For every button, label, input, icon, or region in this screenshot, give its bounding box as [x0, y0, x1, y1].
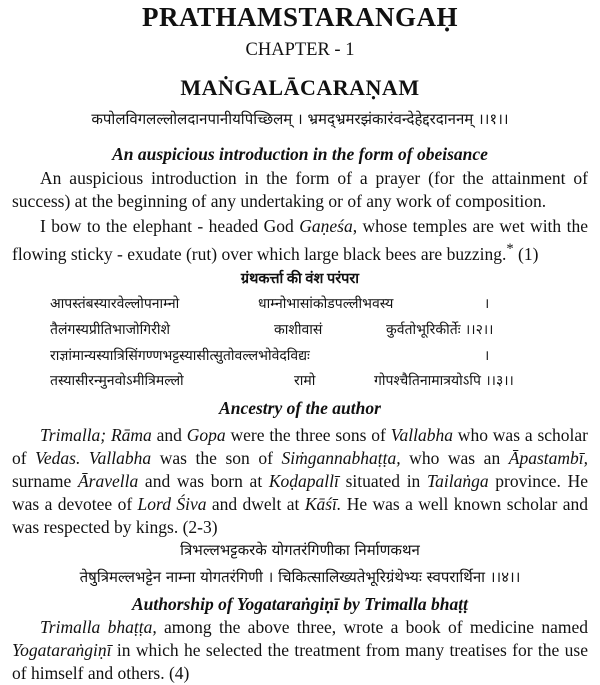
paragraph-text: I bow to the elephant - headed God Gaṇeśa, whose temples are wet with the flowing sticky - exudate (rut) over which large black bees are buzzing.* (1)	[12, 216, 588, 264]
paragraph-introduction	[12, 167, 588, 213]
paragraph-ancestry	[12, 424, 588, 539]
verse-row: आपस्तंबस्यारवेल्लोपनाम्नो धाम्नोभासांकोडपल्लीभवस्य ।	[50, 296, 490, 312]
chapter-label: CHAPTER - 1	[245, 40, 355, 60]
paragraph-text: Trimalla; Rāma and Gopa were the three sons of Vallabha who was a scholar of Vedas. Vallabha was the son of Siṁgannabhaṭṭa, who was an Āpastambī, surname Āravella and was born at Koḍapallī situated in Tailaṅga province. He was a devotee of Lord Śiva and dwelt at Kāśī. He was a well known scholar and was respected by kings. (2-3)	[12, 425, 589, 537]
paragraph-authorship	[12, 616, 588, 685]
verse-row: तस्यासीरन्मुनवोऽमीत्रिमल्लो रामो गोपश्चैतिनामात्रयोऽपि ।।३।।	[50, 373, 514, 389]
paragraph-text: An auspicious introduction in the form of a prayer (for the attainment of success) at the beginning of any undertaking or of any work of composition.	[12, 168, 588, 211]
invocation-verse: कपोलविगलल्लोलदानपानीयपिच्छिलम् । भ्रमद्भ्रमरझंकारंवन्देहेद्दरदाननम् ।।१।।	[91, 110, 509, 128]
hindi-heading-authorship: त्रिभल्लभट्टकरके योगतरंगिणीका निर्माणकथन	[180, 541, 420, 559]
deity-name: Gaṇeśa	[299, 216, 353, 236]
subheading-authorship: Authorship of Yogataraṅgiṇī by Trimalla bhaṭṭ	[132, 594, 468, 614]
hindi-heading-lineage: ग्रंथकर्त्ता की वंश परंपरा	[240, 271, 360, 287]
section-title: MAṄGALĀCARAṆAM	[180, 75, 420, 100]
verse-row: राज्ञांमान्यस्यात्रिसिंगण्णभट्टस्यासीत्सुतोवल्लभोवेदविद्यः ।	[50, 348, 490, 364]
authorship-verse: तेषुत्रिमल्लभट्टेन नाम्ना योगतरंगिणी । चिकित्सालिख्यतेभूरिग्रंथेभ्यः स्वपरार्थिना ।।४।।	[79, 568, 521, 586]
subheading-ancestry: Ancestry of the author	[219, 398, 381, 418]
paragraph-ganesa	[12, 215, 588, 266]
verse-row: तैलंगस्यप्रीतिभाजोगिरीशे काशीवासं कुर्वतोभूरिकीर्तेः ।।२।।	[50, 322, 494, 338]
page-title: PRATHAMSTARANGAḤ	[142, 2, 458, 32]
subheading-obeisance: An auspicious introduction in the form of obeisance	[112, 144, 488, 164]
footnote-marker: *	[506, 241, 514, 257]
paragraph-text: Trimalla bhaṭṭa, among the above three, wrote a book of medicine named Yogataraṅgiṇī in which he selected the treatment from many treatises for the use of himself and others. (4)	[12, 617, 588, 683]
